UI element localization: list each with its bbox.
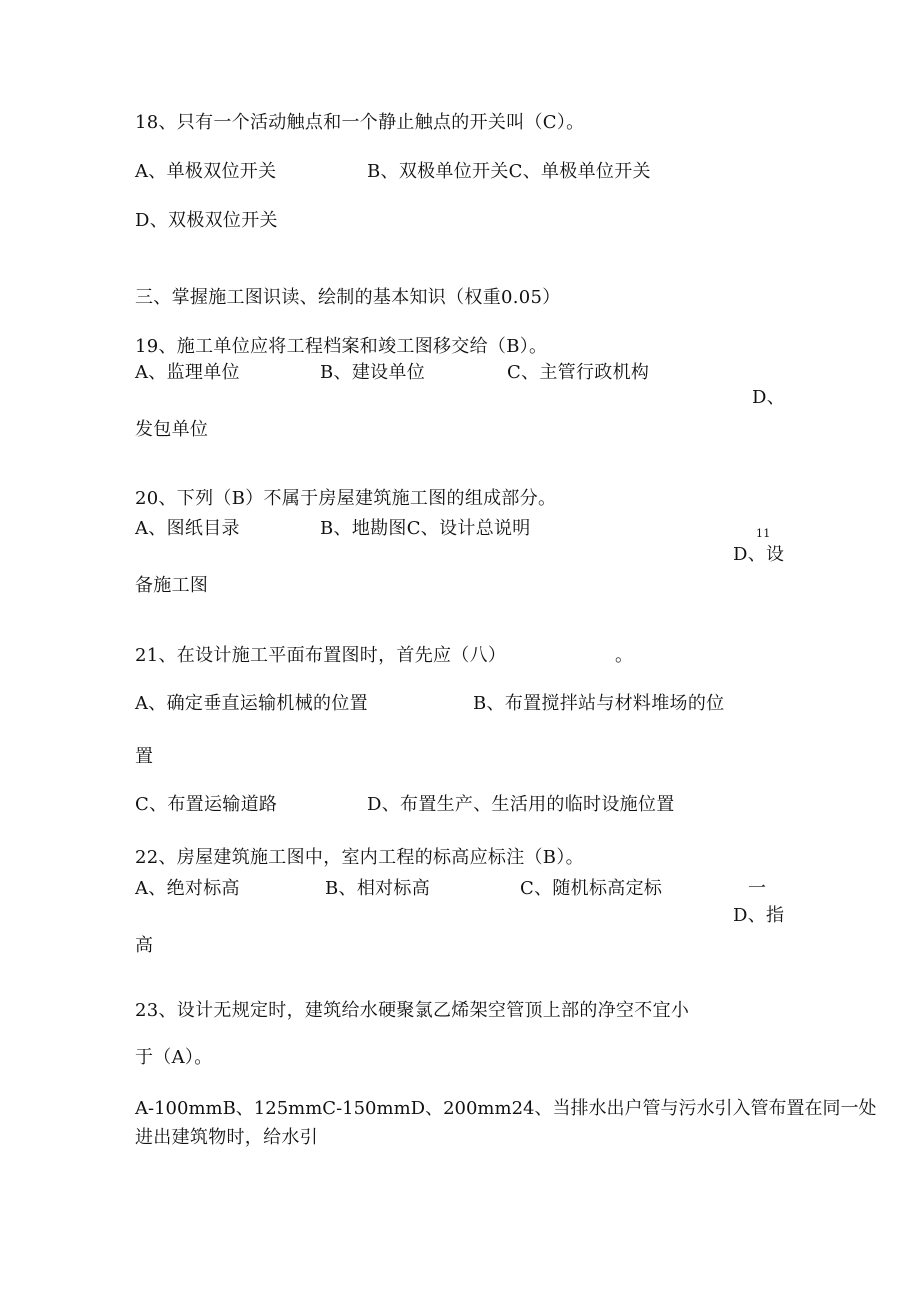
q23-stem-continuation: 于（A）。 (135, 1047, 213, 1068)
q19-option-d-prefix: D、 (752, 387, 786, 408)
q20-stem: 20、下列（B）不属于房屋建筑施工图的组成部分。 (135, 488, 557, 509)
q19-option-d-text: 发包单位 (135, 419, 209, 440)
q20-option-a: A、图纸目录 (135, 518, 240, 539)
q19-stem: 19、施工单位应将工程档案和竣工图移交给（B）。 (135, 336, 548, 357)
q18-option-bc: B、双极单位开关C、单极单位开关 (367, 161, 651, 182)
q21-option-b: B、布置搅拌站与材料堆场的位 (473, 693, 725, 714)
q24-continuation: 进出建筑物时，给水引 (135, 1127, 318, 1148)
q21-stem-end: 。 (615, 645, 634, 666)
q18-stem: 18、只有一个活动触点和一个静止触点的开关叫（C）。 (135, 112, 585, 133)
q18-option-a: A、单极双位开关 (135, 161, 277, 182)
q21-option-a: A、确定垂直运输机械的位置 (135, 693, 368, 714)
q23-options-line: A-100mmB、125mmC-150mmD、200mm24、当排水出户管与污水引入管布置在同一处 (135, 1098, 877, 1119)
q21-stem: 21、在设计施工平面布置图时，首先应（八） (135, 645, 507, 666)
q21-option-b-continuation: 置 (135, 746, 154, 767)
q20-option-d-prefix: D、设 (733, 544, 785, 565)
q22-option-d-prefix: D、指 (733, 905, 785, 926)
q20-option-bc: B、地勘图C、设计总说明 (320, 518, 531, 539)
q22-option-c: C、随机标高定标 (520, 878, 663, 899)
q19-option-b: B、建设单位 (320, 362, 426, 383)
page-number: 11 (756, 527, 771, 540)
q19-option-c: C、主管行政机构 (507, 362, 650, 383)
q19-option-a: A、监理单位 (135, 362, 240, 383)
q22-option-b: B、相对标高 (325, 878, 431, 899)
q22-dash: 一 (748, 878, 767, 899)
q21-option-c: C、布置运输道路 (135, 794, 278, 815)
q18-option-d: D、双极双位开关 (135, 210, 278, 231)
q22-option-a: A、绝对标高 (135, 878, 240, 899)
q22-option-d-text: 高 (135, 935, 154, 956)
q23-stem: 23、设计无规定时，建筑给水硬聚氯乙烯架空管顶上部的净空不宜小 (135, 1000, 690, 1021)
q21-option-d: D、布置生产、生活用的临时设施位置 (367, 794, 675, 815)
q22-stem: 22、房屋建筑施工图中，室内工程的标高应标注（B）。 (135, 847, 584, 868)
section-3-heading: 三、掌握施工图识读、绘制的基本知识（权重0.05） (135, 287, 561, 308)
q20-option-d-text: 备施工图 (135, 575, 209, 596)
